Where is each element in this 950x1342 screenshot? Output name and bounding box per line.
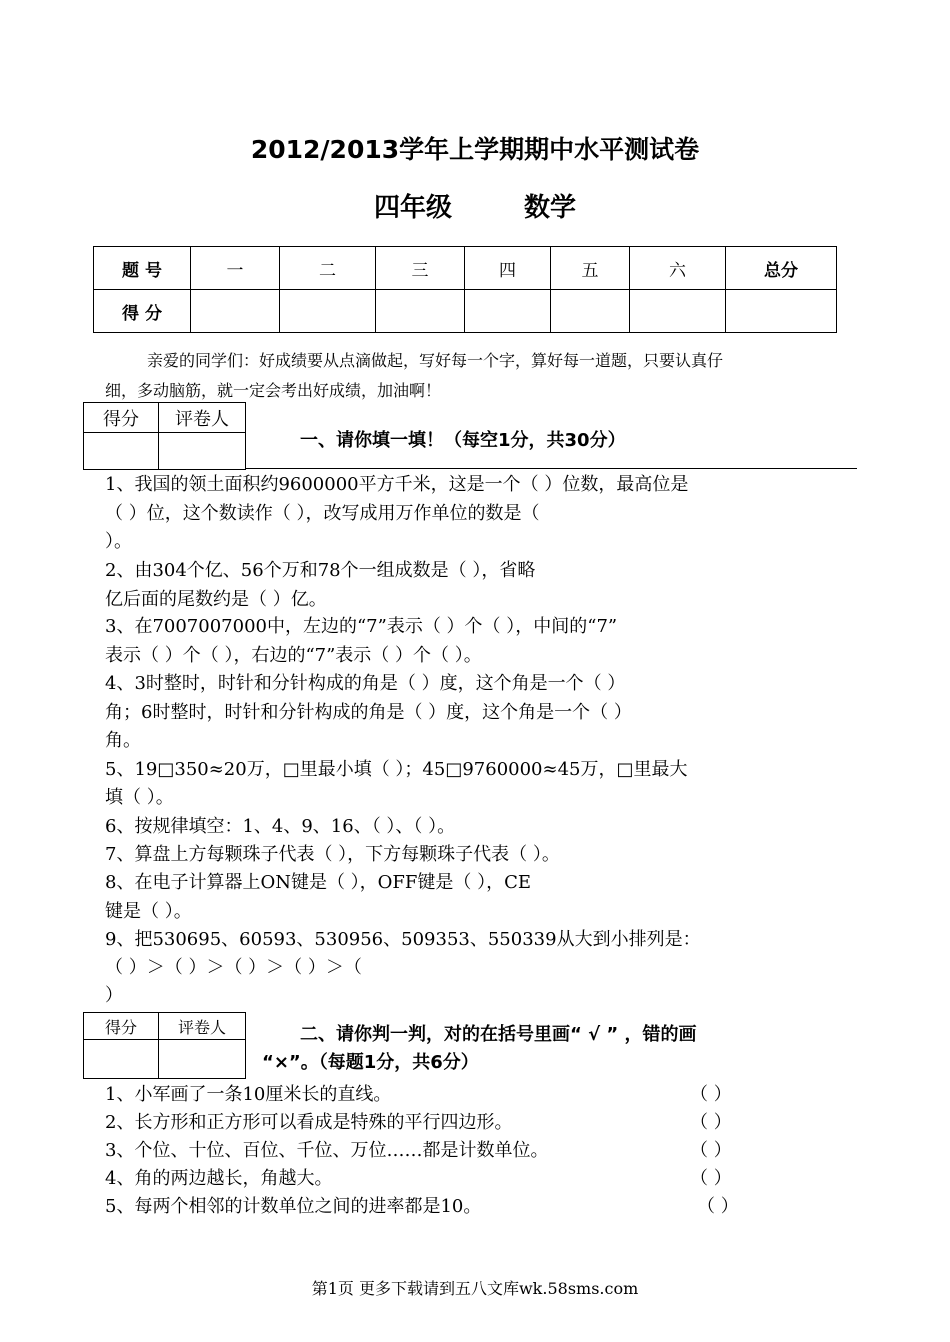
grader-name-label: 评卷人 (159, 1013, 246, 1040)
score-cell[interactable] (726, 290, 837, 333)
q-line: 角；6时整时，时针和分针构成的角是（ ）度，这个角是一个（ ） (105, 702, 632, 723)
section-2-heading-line-1: 二、请你判一判，对的在括号里画“ √ ” ，错的画 (300, 1024, 697, 1045)
grader-box-1 (83, 402, 246, 470)
q-line: 角。 (105, 730, 141, 751)
grader-name-cell[interactable] (159, 433, 246, 470)
col-2: 二 (280, 247, 376, 290)
q-line: 键是（ ）。 (105, 901, 192, 922)
q-line: （ ）位，这个数读作（ ），改写成用万作单位的数是（ (105, 503, 540, 524)
q-line: 6、按规律填空：1、4、9、16、（ ）、（ ）。 (105, 816, 456, 837)
q-line: 2、由304个亿、56个万和78个一组成数是（ ），省略 (105, 560, 536, 581)
score-cell[interactable] (551, 290, 630, 333)
q-line: 表示（ ）个（ ），右边的“7”表示（ ）个（ ）。 (105, 645, 482, 666)
grade-label: 四年级 (373, 193, 452, 223)
q-line: 亿后面的尾数约是（ ）亿。 (105, 589, 327, 610)
q-line: 填（ ）。 (105, 787, 174, 808)
score-cell[interactable] (191, 290, 280, 333)
judge-bracket[interactable]: （ ） (690, 1168, 732, 1189)
section-1-heading: 一、请你填一填！（每空1分，共30分） (300, 430, 626, 451)
judge-item: 3、个位、十位、百位、千位、万位……都是计数单位。 (105, 1140, 549, 1161)
judge-item: 4、角的两边越长，角越大。 (105, 1168, 333, 1189)
intro-text (105, 346, 850, 406)
q-line: ）。 (105, 531, 132, 552)
grader-score-cell[interactable] (84, 433, 159, 470)
exam-subtitle (0, 187, 950, 224)
intro-line-1: 亲爱的同学们：好成绩要从点滴做起，写好每一个字，算好每一道题，只要认真仔 (147, 351, 724, 370)
judge-bracket[interactable]: （ ） (690, 1112, 732, 1133)
q-line: 4、3时整时，时针和分针构成的角是（ ）度，这个角是一个（ ） (105, 673, 626, 694)
judge-bracket[interactable]: （ ） (690, 1084, 732, 1105)
col-3: 三 (376, 247, 465, 290)
col-5: 五 (551, 247, 630, 290)
grader-name-label: 评卷人 (159, 403, 246, 433)
score-table (93, 246, 837, 333)
grader-score-label: 得分 (84, 403, 159, 433)
subject-label: 数学 (524, 193, 577, 223)
grader-score-cell[interactable] (84, 1040, 159, 1079)
score-cell[interactable] (630, 290, 726, 333)
judge-bracket[interactable]: （ ） (697, 1196, 739, 1217)
question-number-label: 题 号 (94, 247, 191, 290)
exam-title: 2012/2013学年上学期期中水平测试卷 (250, 135, 700, 164)
q-line: 8、在电子计算器上ON键是（ ），OFF键是（ ），CE (105, 872, 532, 893)
q-line: 7、算盘上方每颗珠子代表（ ），下方每颗珠子代表（ ）。 (105, 844, 560, 865)
judge-bracket[interactable]: （ ） (690, 1140, 732, 1161)
score-cell[interactable] (376, 290, 465, 333)
q-line: 5、19□350≈20万，□里最小填（ ）；45□9760000≈45万，□里最大 (105, 759, 688, 780)
score-cell[interactable] (280, 290, 376, 333)
grader-score-label: 得分 (84, 1013, 159, 1040)
judge-item: 5、每两个相邻的计数单位之间的进率都是10。 (105, 1196, 482, 1217)
judge-item: 2、长方形和正方形可以看成是特殊的平行四边形。 (105, 1112, 513, 1133)
q-line: 9、把530695、60593、530956、509353、550339从大到小排列是： (105, 929, 701, 950)
q-line: 3、在7007007000中，左边的“7”表示（ ）个（ ），中间的“7” (105, 616, 618, 637)
page-footer: 第1页 更多下载请到五八文库wk.58sms.com (311, 1279, 639, 1298)
q-line: ） (105, 985, 123, 1006)
col-4: 四 (465, 247, 551, 290)
intro-line-2: 细，多动脑筋，就一定会考出好成绩，加油啊！ (105, 381, 442, 400)
q-line: 1、我国的领土面积约9600000平方千米，这是一个（ ）位数，最高位是 (105, 474, 689, 495)
section-2-heading-line-2: “×”。（每题1分，共6分） (262, 1052, 479, 1073)
grader-name-cell[interactable] (159, 1040, 246, 1079)
judge-item: 1、小军画了一条10厘米长的直线。 (105, 1084, 392, 1105)
col-1: 一 (191, 247, 280, 290)
score-cell[interactable] (465, 290, 551, 333)
section-divider (245, 468, 857, 469)
grader-box-2 (83, 1012, 246, 1079)
q-line: （ ）＞（ ）＞（ ）＞（ ）＞（ (105, 957, 362, 978)
score-row-label: 得 分 (94, 290, 191, 333)
col-6: 六 (630, 247, 726, 290)
total-label: 总分 (726, 247, 837, 290)
